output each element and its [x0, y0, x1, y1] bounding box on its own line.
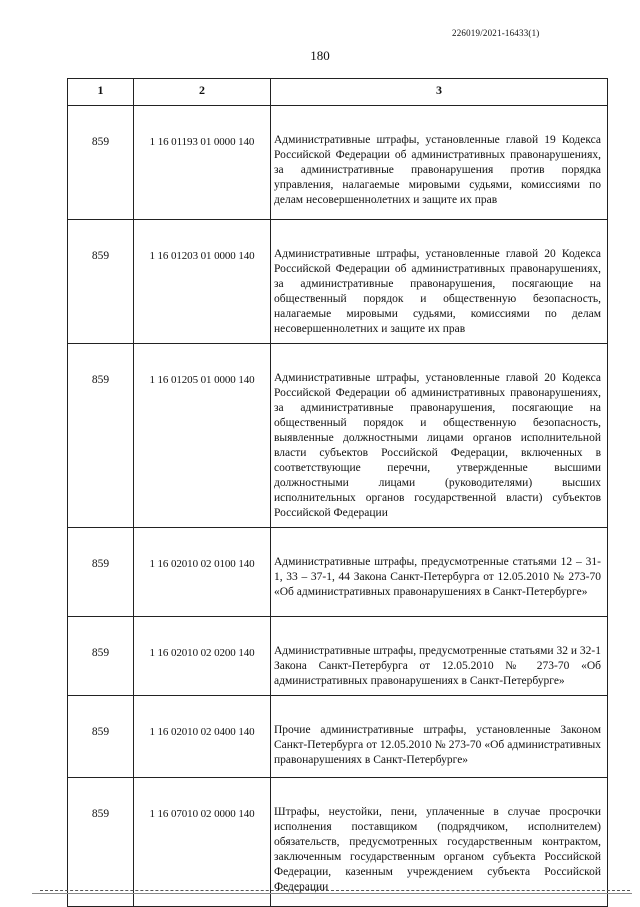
- admin-code-cell: 859: [68, 528, 134, 617]
- scan-edge-line: [32, 893, 632, 894]
- description-cell: Штрафы, неустойки, пени, уплаченные в случае просрочки исполнения поставщиком (подрядчиком, исполнителем) обязательств, предусмотренных государственным контрактом, заключенным государственным органом субъекта Российской Федерации, казенным учреждением субъекта Российской Федерации: [271, 778, 608, 907]
- page-number: 180: [310, 48, 330, 63]
- scan-edge-line: [40, 890, 630, 891]
- admin-code-cell: 859: [68, 617, 134, 696]
- table-row: [68, 528, 608, 617]
- table-row: [68, 696, 608, 778]
- description-cell: Административные штрафы, установленные главой 20 Кодекса Российской Федерации об административных правонарушениях, за административные правонарушения, посягающие на общественный порядок и общественную безопасность, выявленные должностными лицами органов исполнительной власти субъектов Российской Федерации, включенных в соответствующие перечни, утвержденные высшими должностными лицами (руководителями) высших исполнительных органов государственной власти) субъектов Российской Федерации: [271, 344, 608, 528]
- table-row: [68, 106, 608, 220]
- column-header-1: 1: [68, 79, 134, 106]
- budget-code-cell: 1 16 01205 01 0000 140: [134, 344, 271, 528]
- document-id: 226019/2021-16433(1): [452, 28, 540, 38]
- description-cell: Прочие административные штрафы, установленные Законом Санкт-Петербурга от 12.05.2010 № 273-70 «Об административных правонарушениях в Санкт-Петербурге»: [271, 696, 608, 778]
- budget-code-cell: 1 16 01203 01 0000 140: [134, 220, 271, 344]
- admin-code-cell: 859: [68, 778, 134, 907]
- admin-code-cell: 859: [68, 696, 134, 778]
- budget-code-cell: 1 16 01193 01 0000 140: [134, 106, 271, 220]
- budget-code-cell: 1 16 07010 02 0000 140: [134, 778, 271, 907]
- column-header-3: 3: [271, 79, 608, 106]
- table-row: [68, 220, 608, 344]
- admin-code-cell: 859: [68, 220, 134, 344]
- budget-code-cell: 1 16 02010 02 0200 140: [134, 617, 271, 696]
- description-cell: Административные штрафы, установленные главой 19 Кодекса Российской Федерации об административных правонарушениях, за административные правонарушения против порядка управления, налагаемые мировыми судьями, комиссиями по делам несовершеннолетних и защите их прав: [271, 106, 608, 220]
- budget-code-cell: 1 16 02010 02 0100 140: [134, 528, 271, 617]
- description-cell: Административные штрафы, предусмотренные статьями 12 – 31-1, 33 – 37-1, 44 Закона Санкт-Петербурга от 12.05.2010 № 273-70 «Об административных правонарушениях в Санкт-Петербурге»: [271, 528, 608, 617]
- column-header-2: 2: [134, 79, 271, 106]
- admin-code-cell: 859: [68, 106, 134, 220]
- budget-code-cell: 1 16 02010 02 0400 140: [134, 696, 271, 778]
- table-header-row: [68, 79, 608, 106]
- description-cell: Административные штрафы, установленные главой 20 Кодекса Российской Федерации об административных правонарушениях, за административные правонарушения, посягающие на общественный порядок и общественную безопасность, налагаемые мировыми судьями, комиссиями по делам несовершеннолетних и защите их прав: [271, 220, 608, 344]
- table-row: [68, 344, 608, 528]
- admin-code-cell: 859: [68, 344, 134, 528]
- table-row: [68, 617, 608, 696]
- description-cell: Административные штрафы, предусмотренные статьями 32 и 32-1 Закона Санкт-Петербурга от 12.05.2010 № 273-70 «Об административных правонарушениях в Санкт-Петербурге»: [271, 617, 608, 696]
- table-row: [68, 778, 608, 907]
- budget-codes-table: [67, 78, 608, 907]
